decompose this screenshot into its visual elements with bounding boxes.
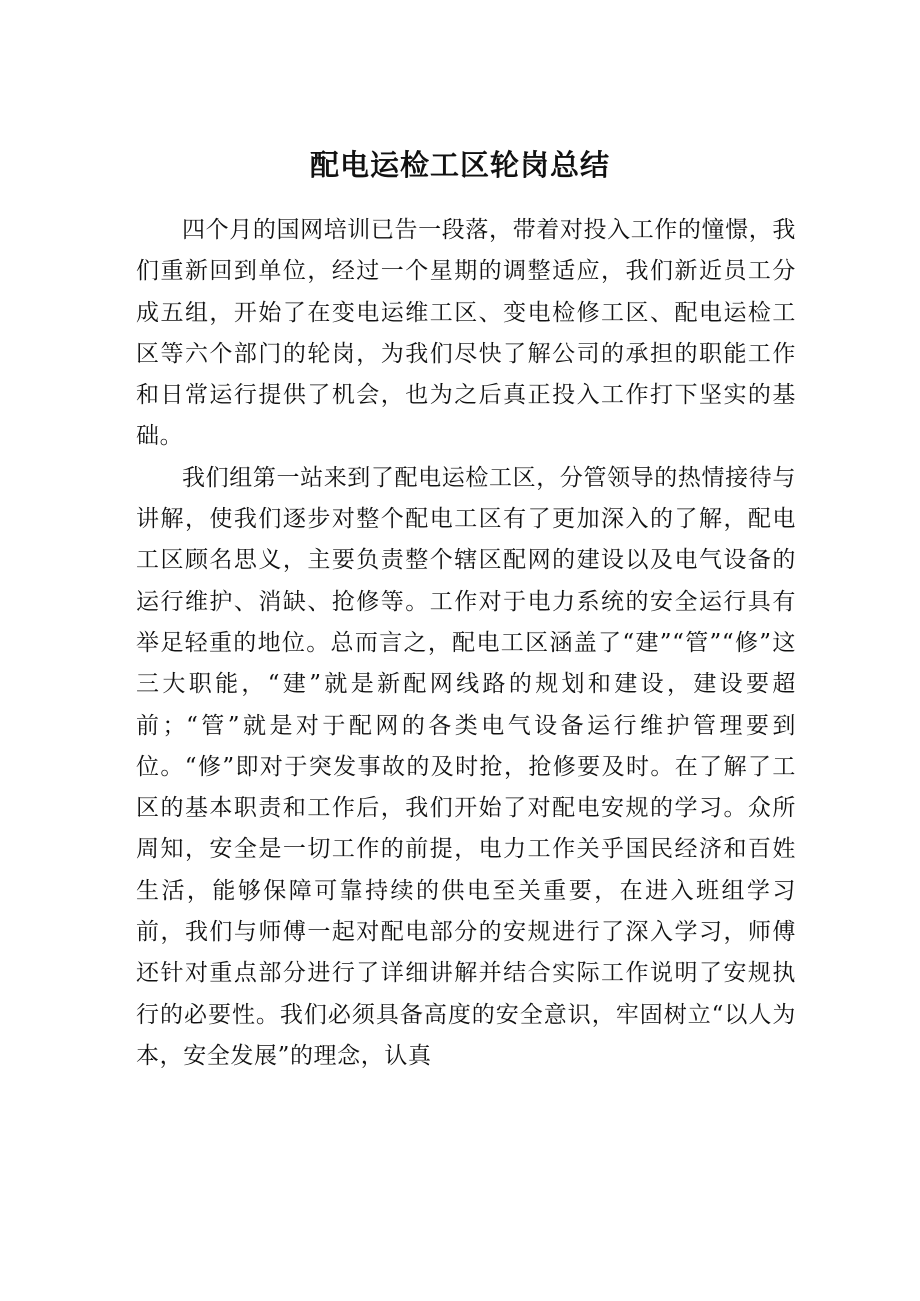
paragraph-2: 我们组第一站来到了配电运检工区，分管领导的热情接待与讲解，使我们逐步对整个配电工区有了更加深入的了解，配电工区顾名思义，主要负责整个辖区配网的建设以及电气设备的运行维护、消缺、抢修等。工作对于电力系统的安全运行具有举足轻重的地位。总而言之，配电工区涵盖了“建”“管”“修”这三大职能，“建”就是新配网线路的规划和建设，建设要超前；“管”就是对于配网的各类电气设备运行维护管理要到位。“修”即对于突发事故的及时抢，抢修要及时。在了解了工区的基本职责和工作后，我们开始了对配电安规的学习。众所周知，安全是一切工作的前提，电力工作关乎国民经济和百姓生活，能够保障可靠持续的供电至关重要，在进入班组学习前，我们与师傅一起对配电部分的安规进行了深入学习，师傅还针对重点部分进行了详细讲解并结合实际工作说明了安规执行的必要性。我们必须具备高度的安全意识，牢固树立“以人为本，安全发展”的理念，认真 [136,464,796,1069]
document-body [136,210,796,1077]
document-title: 配电运检工区轮岗总结 [309,148,610,182]
paragraph-1: 四个月的国网培训已告一段落，带着对投入工作的憧憬，我们重新回到单位，经过一个星期的调整适应，我们新近员工分成五组，开始了在变电运维工区、变电检修工区、配电运检工区等六个部门的轮岗，为我们尽快了解公司的承担的职能工作和日常运行提供了机会，也为之后真正投入工作打下坚实的基础。 [136,217,796,450]
